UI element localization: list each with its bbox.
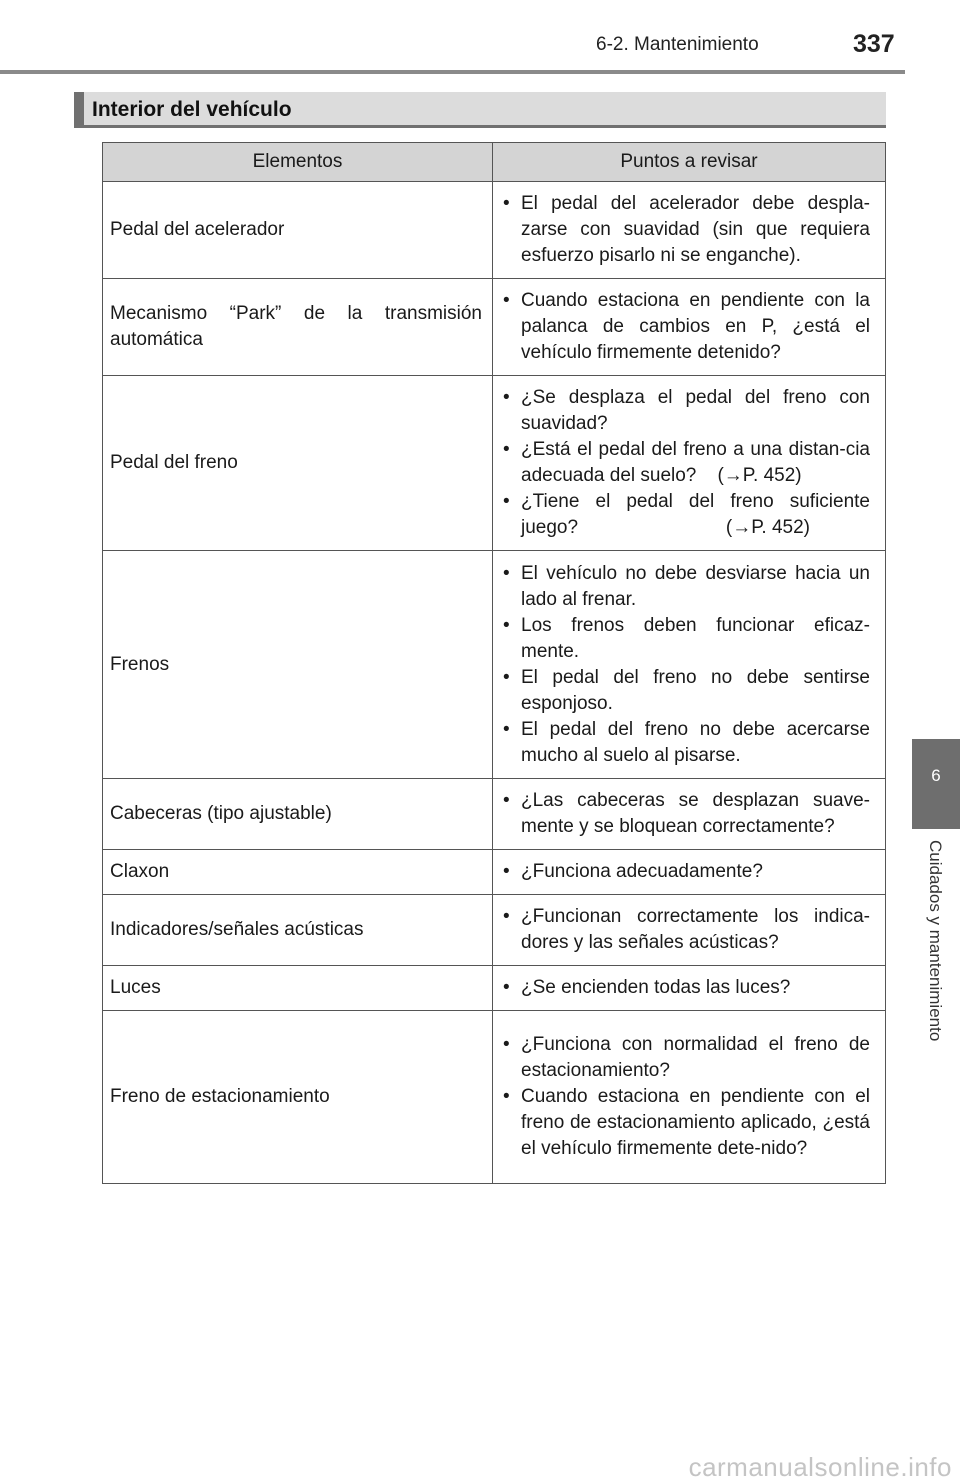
check-item: • ¿Está el pedal del freno a una distan-cia adecuada del suelo? (→P. 452) <box>501 437 870 489</box>
check-item: • ¿Las cabeceras se desplazan suave-mente y se bloquean correctamente? <box>501 788 870 840</box>
section-title-bar <box>74 92 886 128</box>
header-rule <box>0 70 905 74</box>
chapter-number: 6 <box>931 766 941 785</box>
check-list <box>501 385 876 541</box>
check-item: • ¿Se desplaza el pedal del freno con suavidad? <box>501 385 870 437</box>
check-item: • Cuando estaciona en pendiente con el freno de estacionamiento aplicado, ¿está el vehículo firmemente dete-nido? <box>501 1084 870 1162</box>
points-cell <box>493 279 886 376</box>
item-cell: Claxon <box>103 850 493 895</box>
inspection-table <box>102 142 886 1184</box>
check-list <box>501 904 870 956</box>
table-row <box>103 376 886 551</box>
table-row <box>103 1011 886 1184</box>
check-item: • ¿Funciona adecuadamente? <box>501 859 870 885</box>
check-list <box>501 561 870 769</box>
section-header: 6-2. Mantenimiento <box>596 34 759 55</box>
check-list <box>501 859 870 885</box>
check-list <box>501 288 870 366</box>
table-row <box>103 279 886 376</box>
points-cell <box>493 1011 886 1184</box>
points-cell <box>493 551 886 779</box>
points-cell <box>493 895 886 966</box>
item-cell: Mecanismo “Park” de la transmisión automática <box>103 279 493 376</box>
table-row <box>103 779 886 850</box>
column-header-points: Puntos a revisar <box>493 143 886 182</box>
points-cell <box>493 779 886 850</box>
check-item: • El pedal del freno no debe sentirse esponjoso. <box>501 665 870 717</box>
check-item: • ¿Funciona con normalidad el freno de estacionamiento? <box>501 1032 870 1084</box>
check-item: • Cuando estaciona en pendiente con la palanca de cambios en P, ¿está el vehículo firmemente detenido? <box>501 288 870 366</box>
check-item: • Los frenos deben funcionar eficaz-mente. <box>501 613 870 665</box>
item-cell: Pedal del acelerador <box>103 182 493 279</box>
item-cell: Frenos <box>103 551 493 779</box>
table-row <box>103 182 886 279</box>
item-cell: Luces <box>103 966 493 1011</box>
section-title: Interior del vehículo <box>92 98 292 121</box>
chapter-label-text: Cuidados y mantenimiento <box>926 840 945 1042</box>
points-cell <box>493 376 886 551</box>
table-row <box>103 551 886 779</box>
check-list <box>501 1032 870 1162</box>
item-cell: Indicadores/señales acústicas <box>103 895 493 966</box>
check-item: • El vehículo no debe desviarse hacia un lado al frenar. <box>501 561 870 613</box>
watermark: carmanualsonline.info <box>688 1452 952 1482</box>
check-list <box>501 788 870 840</box>
check-list <box>501 191 870 269</box>
check-list <box>501 975 870 1001</box>
column-header-items: Elementos <box>103 143 493 182</box>
check-item: • ¿Se encienden todas las luces? <box>501 975 870 1001</box>
check-item: • El pedal del freno no debe acercarse mucho al suelo al pisarse. <box>501 717 870 769</box>
check-item: • El pedal del acelerador debe despla-zarse con suavidad (sin que requiera esfuerzo pisarlo ni se enganche). <box>501 191 870 269</box>
page-number: 337 <box>853 30 895 58</box>
table-header-row <box>103 143 886 182</box>
item-cell: Freno de estacionamiento <box>103 1011 493 1184</box>
check-item: • ¿Funcionan correctamente los indica-dores y las señales acústicas? <box>501 904 870 956</box>
chapter-tab <box>912 739 960 829</box>
points-cell <box>493 966 886 1011</box>
points-cell <box>493 182 886 279</box>
table-row <box>103 895 886 966</box>
item-cell: Pedal del freno <box>103 376 493 551</box>
points-cell <box>493 850 886 895</box>
item-cell: Cabeceras (tipo ajustable) <box>103 779 493 850</box>
check-item: • ¿Tiene el pedal del freno suficiente juego? (→P. 452) <box>501 489 870 541</box>
table-row <box>103 966 886 1011</box>
table-row <box>103 850 886 895</box>
